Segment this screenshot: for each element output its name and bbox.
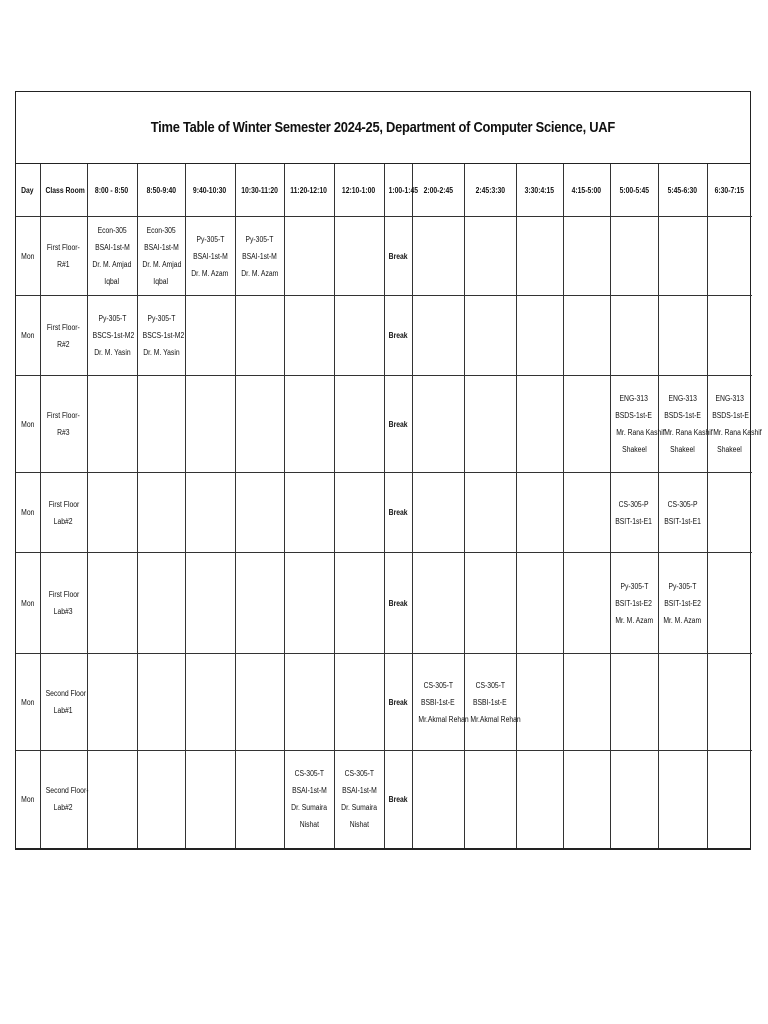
- room-cell: [40, 553, 87, 654]
- slot-text: BSAI-1st-M: [143, 243, 179, 252]
- room-label: First Floor-: [47, 243, 80, 252]
- slot-text: BSCS-1st-M2: [92, 331, 134, 340]
- slot-cell: [87, 217, 137, 296]
- slot-cell: [412, 376, 464, 473]
- break-label: Break: [388, 508, 408, 517]
- slot-text: CS-305-T: [294, 769, 324, 779]
- slot-cell: [610, 751, 658, 848]
- slot-cell: [563, 376, 610, 473]
- slot-cell: [707, 553, 752, 654]
- slot-text: BSBI-1st-E: [421, 697, 455, 707]
- column-header-label: 5:45-6:30: [667, 185, 698, 195]
- slot-text: Py-305-T: [620, 581, 648, 591]
- timetable: [16, 164, 762, 848]
- title-row: [16, 92, 750, 164]
- column-header-label: 2:45:3:30: [475, 185, 505, 195]
- column-header: [40, 164, 87, 217]
- slot-cell: [563, 473, 610, 553]
- room-label: R#3: [57, 428, 70, 437]
- slot-text: Nishat: [349, 820, 369, 830]
- day-label: Mon: [21, 331, 35, 340]
- slot-cell: [707, 654, 752, 751]
- slot-cell: [516, 376, 563, 473]
- column-header-label: Day: [21, 185, 34, 195]
- slot-text: CS-305-T: [423, 680, 453, 690]
- table-row: [16, 217, 752, 296]
- day-label: Mon: [21, 419, 35, 429]
- slot-text: CS-305-P: [667, 499, 698, 509]
- slot-cell: [235, 553, 284, 654]
- slot-cell: [284, 553, 334, 654]
- room-label: Lab#2: [54, 803, 73, 813]
- slot-cell: [610, 217, 658, 296]
- day-cell: [16, 654, 40, 751]
- slot-cell: [334, 217, 384, 296]
- column-header: [610, 164, 658, 217]
- slot-text: Nishat: [299, 820, 319, 830]
- room-label: First Floor-: [47, 411, 80, 420]
- room-label: Lab#2: [54, 516, 73, 526]
- break-cell: [384, 376, 412, 473]
- column-header: [284, 164, 334, 217]
- slot-cell: [658, 473, 707, 553]
- slot-cell: [464, 217, 516, 296]
- slot-text: Iqbal: [153, 277, 169, 286]
- day-label: Mon: [21, 697, 35, 707]
- slot-text: Dr. Sumaira: [341, 803, 377, 813]
- slot-cell: [334, 473, 384, 553]
- slot-text: ENG-313: [715, 394, 744, 403]
- room-cell: [40, 296, 87, 376]
- slot-text: BSAI-1st-M: [291, 786, 327, 796]
- slot-cell: [658, 376, 713, 473]
- day-label: Mon: [21, 598, 35, 608]
- slot-cell: [87, 553, 137, 654]
- break-cell: [384, 751, 412, 848]
- slot-cell: [563, 296, 610, 376]
- slot-cell: [610, 654, 658, 751]
- break-label: Break: [388, 419, 408, 429]
- column-header-label: 10:30-11:20: [241, 185, 278, 195]
- slot-cell: [412, 751, 464, 848]
- slot-text: Mr. M. Azam: [615, 615, 653, 625]
- slot-cell: [235, 654, 284, 751]
- slot-cell: [707, 751, 752, 848]
- column-header: [516, 164, 563, 217]
- column-header-label: 5:00-5:45: [619, 185, 649, 195]
- column-header-label: Class Room: [44, 185, 85, 195]
- room-label: R#2: [57, 339, 70, 349]
- slot-cell: [137, 376, 185, 473]
- slot-cell: [284, 751, 334, 848]
- slot-text: ENG-313: [668, 394, 697, 403]
- slot-cell: [284, 654, 334, 751]
- slot-cell: [610, 553, 658, 654]
- slot-cell: [284, 296, 334, 376]
- slot-cell: [516, 751, 563, 848]
- slot-cell: [563, 553, 610, 654]
- slot-text: CS-305-T: [475, 680, 505, 690]
- slot-cell: [137, 553, 185, 654]
- day-cell: [16, 553, 40, 654]
- column-header: [16, 164, 40, 217]
- column-header-label: 3:30:4:15: [524, 185, 555, 195]
- slot-cell: [284, 376, 334, 473]
- break-label: Break: [388, 251, 408, 261]
- slot-cell: [412, 654, 469, 751]
- slot-text: Dr. M. Amjad: [92, 260, 132, 269]
- break-cell: [384, 217, 412, 296]
- slot-text: Iqbal: [104, 277, 120, 286]
- slot-cell: [137, 654, 185, 751]
- table-row: [16, 376, 752, 473]
- slot-cell: [87, 654, 137, 751]
- slot-cell: [707, 296, 752, 376]
- slot-cell: [658, 553, 707, 654]
- column-header-label: 8:00 - 8:50: [95, 185, 129, 195]
- slot-cell: [235, 217, 284, 296]
- slot-cell: [412, 296, 464, 376]
- slot-text: CS-305-T: [344, 769, 374, 779]
- break-cell: [384, 473, 412, 553]
- slot-text: Econ-305: [97, 226, 127, 235]
- slot-cell: [563, 654, 610, 751]
- table-row: [16, 654, 752, 751]
- slot-text: Py-305-T: [668, 581, 697, 591]
- slot-cell: [516, 654, 563, 751]
- slot-cell: [412, 473, 464, 553]
- slot-text: BSIT-1st-E1: [664, 516, 701, 526]
- slot-cell: [412, 217, 464, 296]
- slot-text: BSAI-1st-M: [242, 251, 277, 261]
- slot-cell: [464, 473, 516, 553]
- day-cell: [16, 376, 40, 473]
- slot-text: BSDS-1st-E: [711, 411, 749, 420]
- slot-cell: [185, 553, 235, 654]
- slot-text: Py-305-T: [196, 234, 224, 244]
- slot-cell: [707, 473, 752, 553]
- room-cell: [40, 654, 87, 751]
- day-label: Mon: [21, 794, 35, 804]
- slot-cell: [516, 553, 563, 654]
- slot-cell: [658, 217, 707, 296]
- slot-cell: [334, 296, 384, 376]
- slot-text: Shakeel: [717, 445, 743, 454]
- slot-text: Py-305-T: [245, 234, 274, 244]
- slot-cell: [464, 751, 516, 848]
- slot-cell: [464, 296, 516, 376]
- column-header: [185, 164, 235, 217]
- slot-text: BSIT-1st-E2: [664, 598, 701, 608]
- column-header-label: 2:00-2:45: [423, 185, 453, 195]
- column-header: [334, 164, 384, 217]
- slot-cell: [334, 654, 384, 751]
- break-label: Break: [388, 331, 408, 340]
- slot-text: Mr. Rana Kashif: [712, 428, 762, 437]
- table-row: [16, 751, 752, 848]
- slot-text: BSAI-1st-M: [192, 251, 228, 261]
- slot-text: Mr.Akmal Rehan: [417, 714, 469, 724]
- day-cell: [16, 296, 40, 376]
- day-cell: [16, 751, 40, 848]
- slot-text: Dr. M. Amjad: [141, 260, 181, 269]
- slot-cell: [563, 751, 610, 848]
- break-label: Break: [388, 794, 408, 804]
- slot-text: BSAI-1st-M: [341, 786, 377, 796]
- room-label: First Floor: [48, 499, 79, 509]
- table-row: [16, 473, 752, 553]
- slot-text: BSDS-1st-E: [664, 411, 701, 420]
- slot-text: Shakeel: [621, 445, 647, 454]
- break-label: Break: [388, 697, 408, 707]
- table-row: [16, 553, 752, 654]
- header-row: [16, 164, 752, 217]
- column-header-label: 1:00-1:45: [388, 185, 418, 195]
- slot-text: Dr. M. Yasin: [142, 348, 180, 357]
- slot-cell: [610, 473, 658, 553]
- column-header: [137, 164, 185, 217]
- slot-text: ENG-313: [619, 394, 649, 403]
- slot-text: Econ-305: [146, 226, 176, 235]
- slot-cell: [464, 376, 516, 473]
- room-cell: [40, 751, 87, 848]
- slot-text: Mr. M. Azam: [663, 615, 702, 625]
- break-cell: [384, 553, 412, 654]
- slot-cell: [87, 376, 137, 473]
- room-label: R#1: [57, 260, 70, 269]
- slot-cell: [137, 217, 185, 296]
- column-header-label: 6:30-7:15: [715, 185, 745, 195]
- column-header-label: 9:40-10:30: [193, 185, 227, 195]
- slot-cell: [334, 553, 384, 654]
- slot-text: CS-305-P: [619, 499, 649, 509]
- break-label: Break: [388, 598, 408, 608]
- room-label: First Floor-: [47, 322, 80, 332]
- slot-text: BSIT-1st-E2: [615, 598, 653, 608]
- column-header: [87, 164, 137, 217]
- room-label: Lab#3: [54, 607, 73, 616]
- column-header: [412, 164, 464, 217]
- room-label: Second Floor: [45, 689, 86, 698]
- slot-cell: [658, 751, 707, 848]
- slot-cell: [610, 296, 658, 376]
- day-label: Mon: [21, 508, 35, 517]
- column-header: [707, 164, 752, 217]
- slot-cell: [464, 553, 516, 654]
- slot-cell: [185, 376, 235, 473]
- slot-cell: [235, 376, 284, 473]
- column-header: [563, 164, 610, 217]
- column-header-label: 4:15-5:00: [571, 185, 602, 195]
- column-header: [464, 164, 516, 217]
- slot-text: Mr. Rana Kashif: [615, 428, 665, 437]
- slot-text: BSBI-1st-E: [473, 697, 507, 707]
- slot-text: BSIT-1st-E1: [615, 516, 653, 526]
- timetable-sheet: [15, 91, 762, 850]
- slot-cell: [185, 217, 235, 296]
- slot-cell: [185, 473, 235, 553]
- slot-text: Py-305-T: [147, 314, 175, 323]
- page-title: Time Table of Winter Semester 2024-25, Department of Computer Science, UAF: [150, 119, 616, 136]
- slot-cell: [87, 751, 137, 848]
- column-header-label: 8:50-9:40: [146, 185, 176, 195]
- column-header: [235, 164, 284, 217]
- slot-cell: [516, 296, 563, 376]
- slot-cell: [334, 751, 384, 848]
- slot-text: Py-305-T: [98, 314, 126, 323]
- slot-cell: [516, 217, 563, 296]
- room-label: First Floor: [48, 590, 79, 599]
- slot-cell: [137, 473, 185, 553]
- slot-cell: [707, 376, 762, 473]
- slot-text: Dr. Sumaira: [291, 803, 327, 813]
- day-label: Mon: [21, 251, 35, 261]
- slot-cell: [235, 751, 284, 848]
- column-header-label: 12:10-1:00: [342, 185, 376, 195]
- room-label: Second Floor-: [45, 786, 88, 796]
- slot-cell: [334, 376, 384, 473]
- slot-text: Dr. M. Azam: [191, 268, 229, 278]
- slot-cell: [235, 473, 284, 553]
- slot-cell: [658, 296, 707, 376]
- column-header-label: 11:20-12:10: [290, 185, 328, 195]
- slot-cell: [284, 473, 334, 553]
- slot-cell: [185, 654, 235, 751]
- slot-cell: [412, 553, 464, 654]
- slot-cell: [185, 296, 235, 376]
- slot-text: BSAI-1st-M: [94, 243, 130, 252]
- slot-cell: [658, 654, 707, 751]
- slot-cell: [516, 473, 563, 553]
- day-cell: [16, 217, 40, 296]
- slot-cell: [137, 296, 185, 376]
- slot-cell: [87, 473, 137, 553]
- break-cell: [384, 296, 412, 376]
- day-cell: [16, 473, 40, 553]
- slot-cell: [185, 751, 235, 848]
- column-header: [384, 164, 418, 217]
- break-cell: [384, 654, 412, 751]
- slot-text: Shakeel: [670, 445, 695, 454]
- slot-text: BSDS-1st-E: [615, 411, 653, 420]
- slot-cell: [610, 376, 665, 473]
- room-label: Lab#1: [54, 706, 73, 715]
- table-row: [16, 296, 752, 376]
- slot-text: BSCS-1st-M2: [142, 331, 184, 340]
- slot-text: Dr. M. Azam: [240, 268, 279, 278]
- slot-text: Mr.Akmal Rehan: [469, 714, 521, 724]
- slot-cell: [284, 217, 334, 296]
- slot-cell: [707, 217, 752, 296]
- slot-cell: [464, 654, 521, 751]
- slot-cell: [87, 296, 137, 376]
- slot-cell: [235, 296, 284, 376]
- room-cell: [40, 376, 87, 473]
- slot-cell: [563, 217, 610, 296]
- room-cell: [40, 473, 87, 553]
- slot-text: Dr. M. Yasin: [93, 348, 131, 357]
- slot-cell: [137, 751, 185, 848]
- column-header: [658, 164, 707, 217]
- slot-text: Mr. Rana Kashif: [663, 428, 713, 437]
- room-cell: [40, 217, 87, 296]
